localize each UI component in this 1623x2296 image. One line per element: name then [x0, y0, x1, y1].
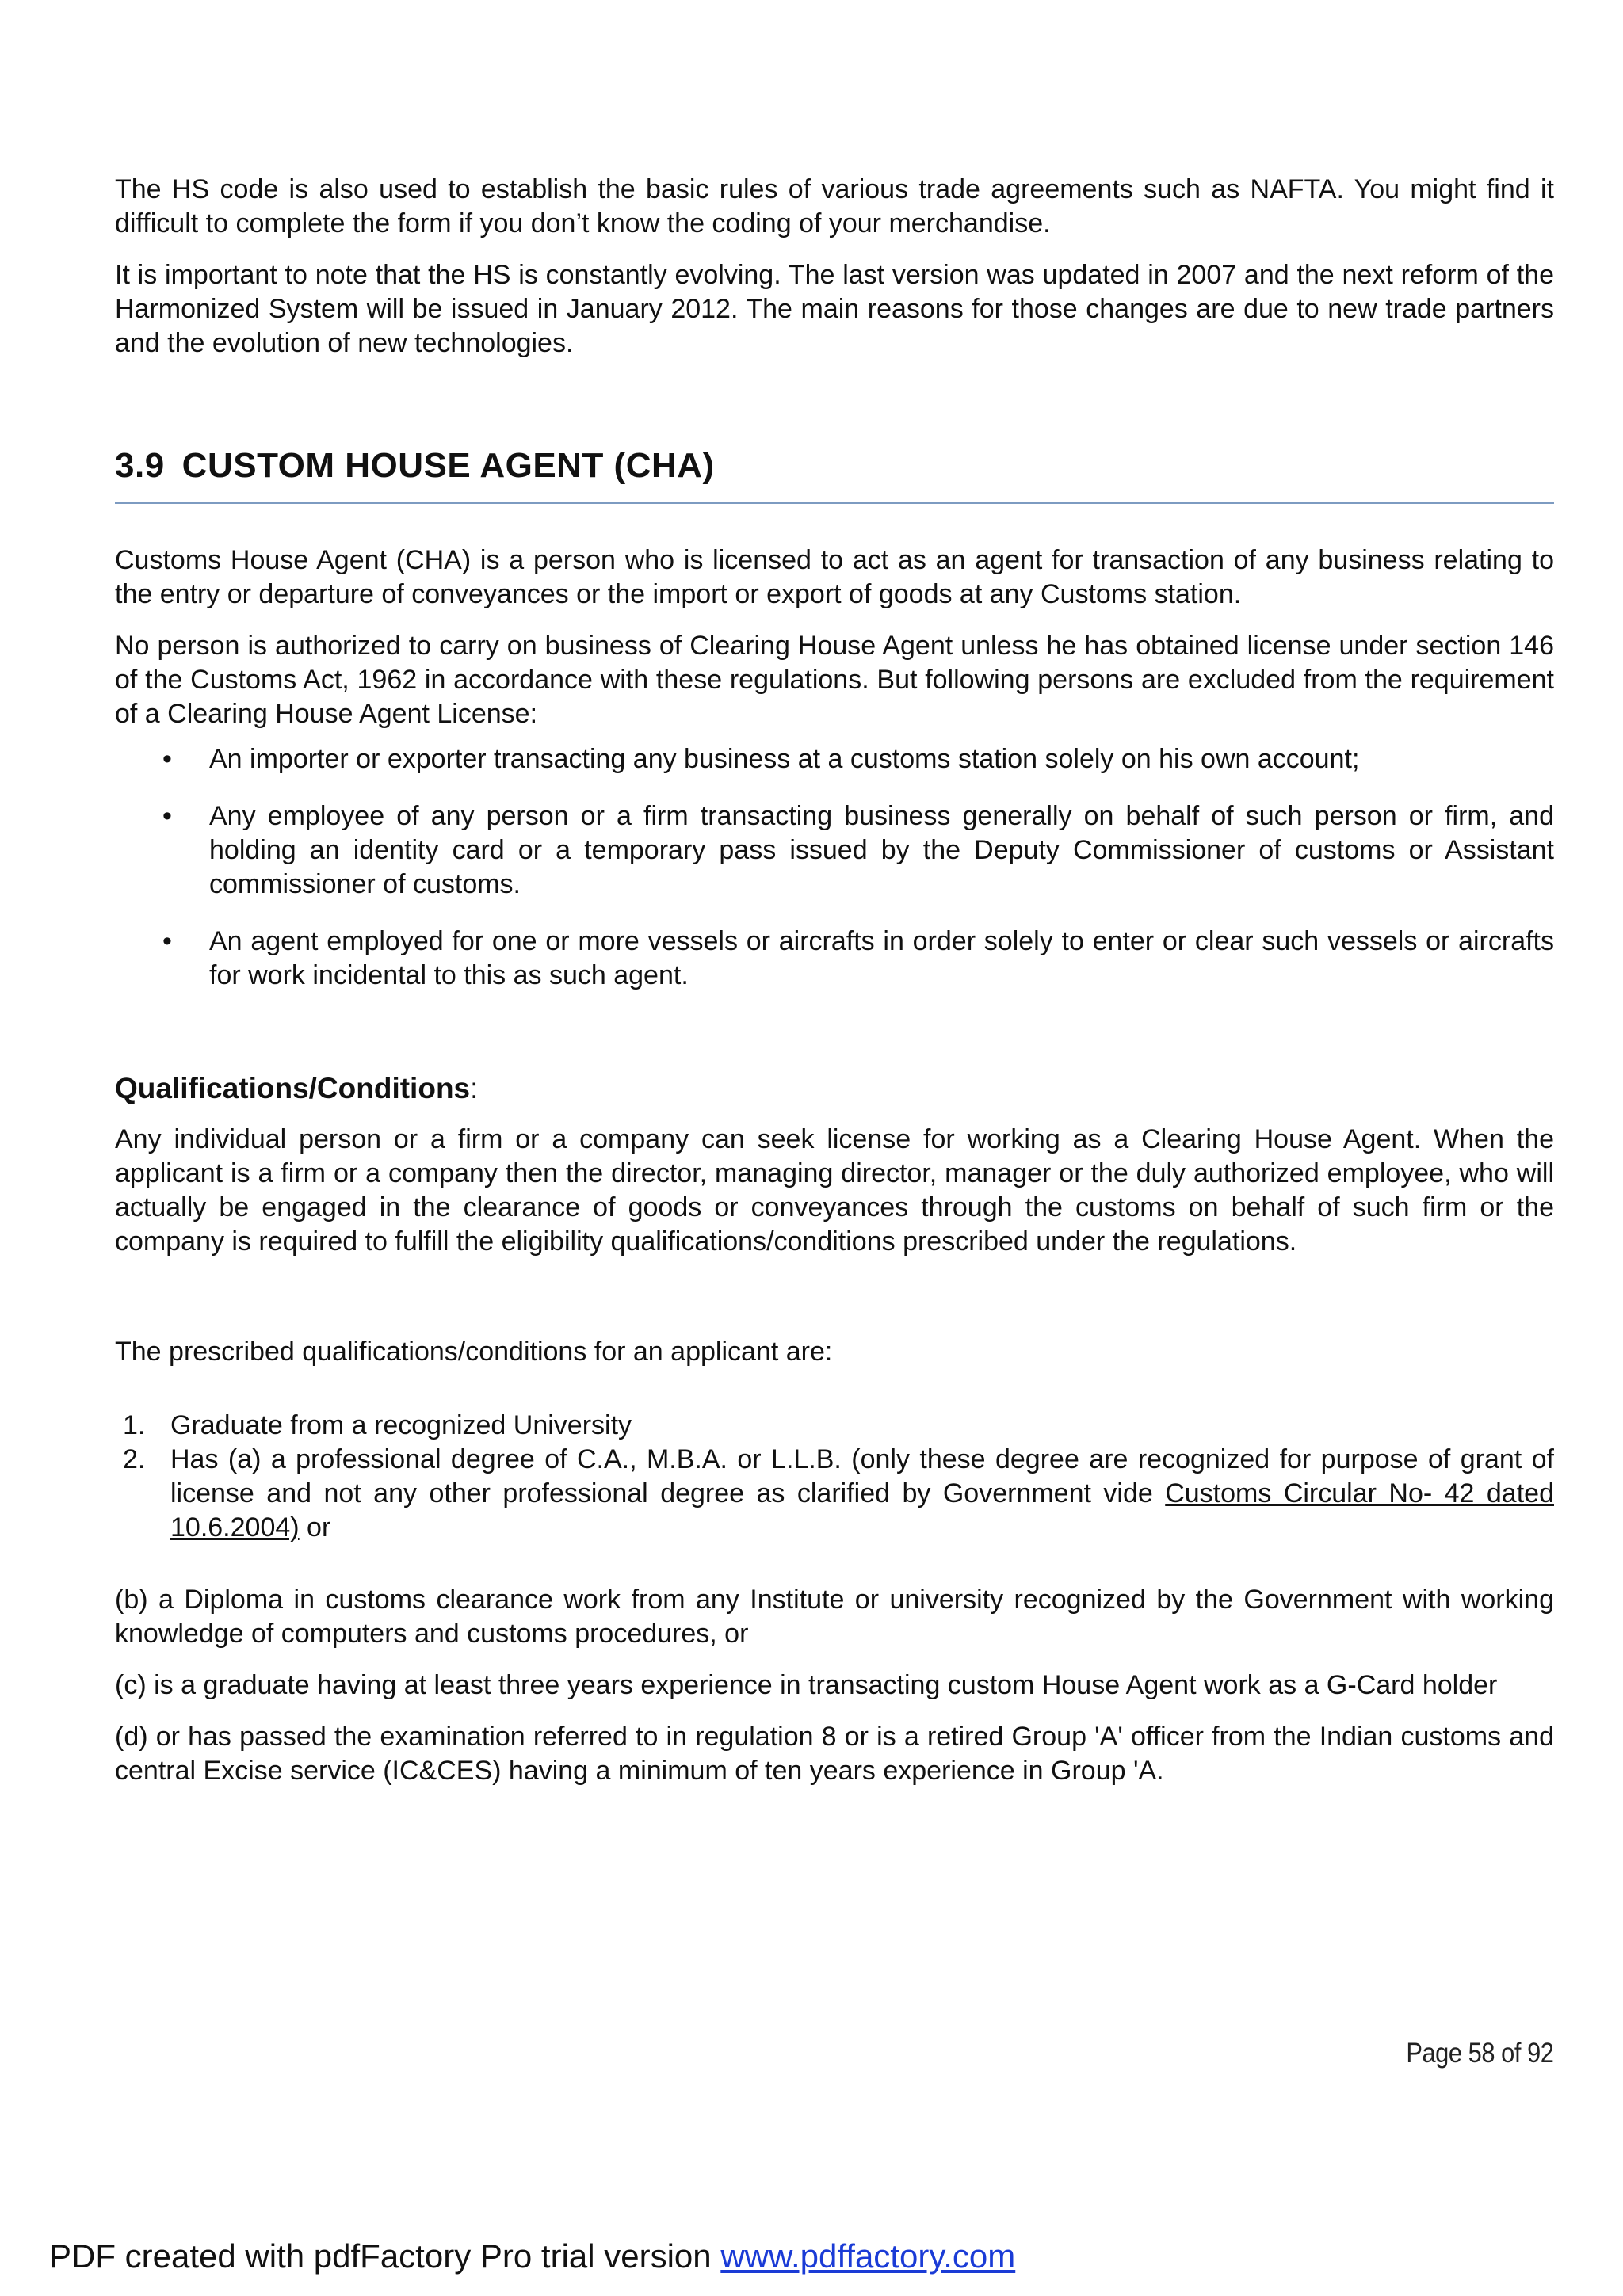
list-item: [115, 1409, 1554, 1443]
list-item: [115, 925, 1554, 993]
footer-text: PDF created with pdfFactory Pro trial version: [49, 2237, 721, 2275]
list-item: [115, 742, 1554, 776]
exclusions-list: [115, 742, 1554, 993]
cha-definition-paragraph: Customs House Agent (CHA) is a person who is licensed to act as an agent for transaction of any business relating to the entry or departure of conveyances or the import or export of goods at any Customs station.: [115, 545, 1554, 609]
section-number: 3.9: [115, 446, 165, 485]
pdffactory-link[interactable]: www.pdffactory.com: [720, 2237, 1016, 2275]
list-item: [115, 799, 1554, 902]
qualifications-heading-colon: :: [470, 1072, 479, 1104]
qualifications-list: [115, 1409, 1554, 1545]
list-item-number: 1.: [123, 1410, 146, 1440]
page-number: Page 58 of 92: [1405, 2038, 1553, 2069]
section-title: CUSTOM HOUSE AGENT (CHA): [181, 446, 715, 485]
qualifications-heading: [115, 1072, 1554, 1105]
list-item-text: An agent employed for one or more vessels or aircrafts in order solely to enter or clear such vessels or aircrafts for work incidental to this as such agent.: [209, 926, 1554, 990]
option-c-paragraph: (c) is a graduate having at least three years experience in transacting custom House Agent work as a G-Card holder: [115, 1670, 1498, 1700]
prescribed-intro-paragraph: The prescribed qualifications/conditions for an applicant are:: [115, 1337, 833, 1367]
list-item: [115, 1443, 1554, 1545]
list-item-number: 2.: [123, 1444, 146, 1474]
list-item-text: Has (a) a professional degree of C.A., M.B.A. or L.L.B. (only these degree are recognized for purpose of grant of license and not any other professional degree as clarified by Government vide: [170, 1444, 1554, 1508]
intro-paragraph-2: It is important to note that the HS is constantly evolving. The last version was updated in 2007 and the next reform of the Harmonized System will be issued in January 2012. The main reasons for those changes are due to new trade partners and the evolution of new technologies.: [115, 260, 1554, 358]
document-page: [115, 173, 1554, 1788]
pdf-footer: [49, 2237, 1015, 2275]
bullet-icon: •: [162, 744, 172, 774]
list-item-text: An importer or exporter transacting any business at a customs station solely on his own account;: [209, 744, 1360, 774]
customs-circular-link[interactable]: Customs Circular No- 42 dated 10.6.2004): [170, 1478, 1554, 1543]
cha-license-paragraph: No person is authorized to carry on business of Clearing House Agent unless he has obtained license under section 146 of the Customs Act, 1962 in accordance with these regulations. But following persons are excluded from the requirement of a Clearing House Agent License:: [115, 631, 1554, 729]
option-b-paragraph: (b) a Diploma in customs clearance work from any Institute or university recognized by the Government with working knowledge of computers and customs procedures, or: [115, 1585, 1554, 1649]
list-item-text: Any employee of any person or a firm transacting business generally on behalf of such person or firm, and holding an identity card or a temporary pass issued by the Deputy Commissioner of customs or Assistant commissioner of customs.: [209, 801, 1554, 899]
list-item-tail: or: [299, 1512, 331, 1543]
section-heading: [115, 446, 1554, 504]
option-d-paragraph: (d) or has passed the examination referred to in regulation 8 or is a retired Group 'A' officer from the Indian customs and central Excise service (IC&CES) having a minimum of ten years experience in Group 'A.: [115, 1722, 1554, 1786]
bullet-icon: •: [162, 801, 172, 831]
list-item-text: Graduate from a recognized University: [170, 1410, 632, 1440]
intro-paragraph-1: The HS code is also used to establish the basic rules of various trade agreements such as NAFTA. You might find it difficult to complete the form if you don’t know the coding of your merchandise.: [115, 174, 1554, 238]
qualifications-heading-text: Qualifications/Conditions: [115, 1072, 471, 1104]
qualifications-paragraph: Any individual person or a firm or a company can seek license for working as a Clearing House Agent. When the applicant is a firm or a company then the director, managing director, manager or the duly authorized employee, who will actually be engaged in the clearance of goods or conveyances through the customs on behalf of such firm or the company is required to fulfill the eligibility qualifications/conditions prescribed under the regulations.: [115, 1124, 1554, 1257]
qualification-options: [115, 1583, 1554, 1788]
bullet-icon: •: [162, 926, 172, 956]
